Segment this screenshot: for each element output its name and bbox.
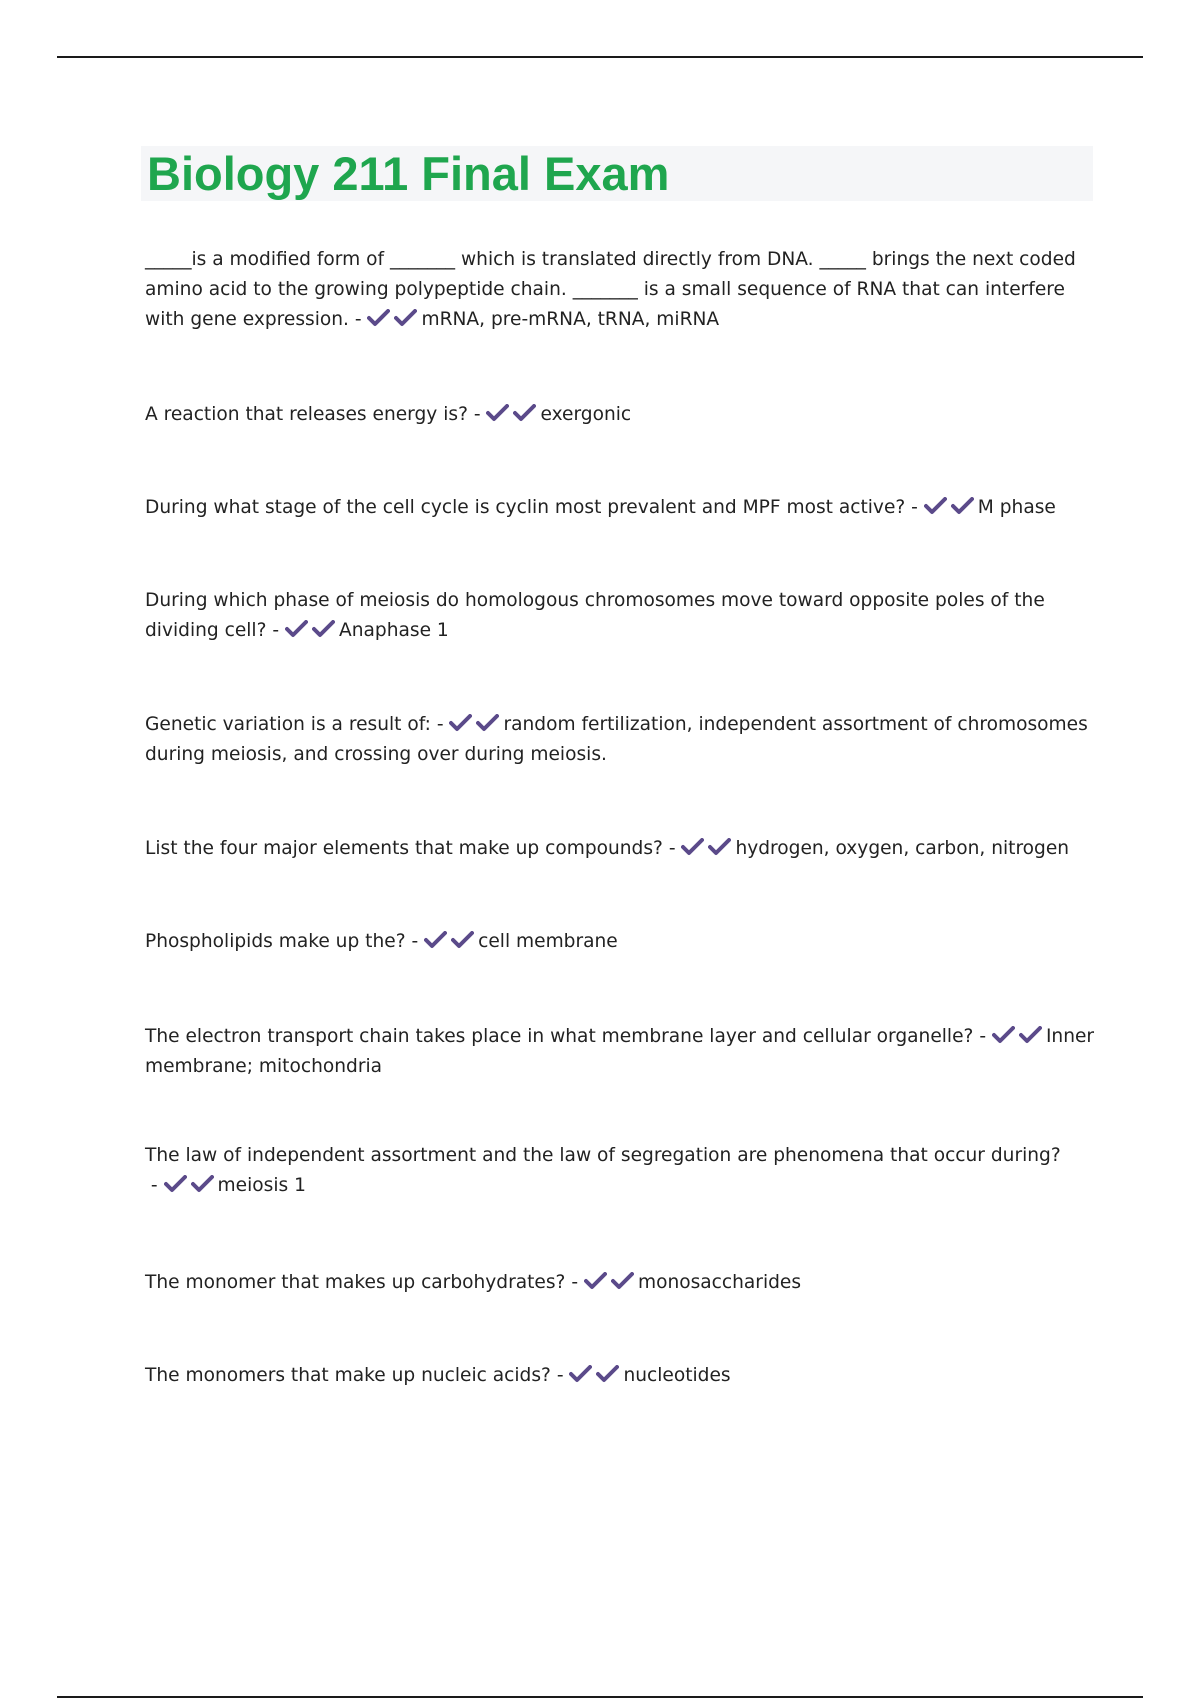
- check-icon: [312, 620, 335, 638]
- check-icon: [513, 404, 536, 422]
- qa-item: [145, 245, 1095, 335]
- question-text: The monomers that make up nucleic acids?: [145, 1365, 551, 1386]
- check-icon: [596, 1365, 619, 1383]
- qa-item: [145, 1141, 1095, 1201]
- page-title: Biology 211 Final Exam: [147, 147, 670, 200]
- question-text: During what stage of the cell cycle is cyclin most prevalent and MPF most active?: [145, 497, 906, 518]
- separator: -: [565, 1272, 584, 1293]
- question-text: Phospholipids make up the?: [145, 931, 406, 952]
- title-banner: [141, 146, 1093, 201]
- check-icon: [164, 1175, 187, 1193]
- check-icon: [569, 1365, 592, 1383]
- question-text: A reaction that releases energy is?: [145, 404, 468, 425]
- qa-item: [145, 1268, 1095, 1298]
- check-icon: [191, 1175, 214, 1193]
- separator: -: [348, 309, 368, 330]
- check-icon: [924, 497, 947, 515]
- qa-item: [145, 493, 1095, 523]
- qa-item: [145, 1361, 1095, 1391]
- answer-text: exergonic: [540, 404, 632, 425]
- check-icon: [992, 1026, 1015, 1044]
- answer-text: Anaphase 1: [339, 620, 449, 641]
- qa-item: [145, 927, 1095, 957]
- separator: -: [266, 620, 285, 641]
- separator: -: [467, 404, 487, 425]
- check-icon: [451, 931, 474, 949]
- separator: -: [550, 1365, 570, 1386]
- question-text: _____is a modified form of _______ which is translated directly from DNA. _____ brings the next coded amino acid to the growing polypeptide chain. _______ is a small sequence of RNA that can interfere with gene expression.: [145, 249, 1076, 330]
- check-icon: [951, 497, 974, 515]
- separator: -: [405, 931, 425, 952]
- answer-text: nucleotides: [623, 1365, 731, 1386]
- answer-text: random fertilization, independent assortment of chromosomes during meiosis, and crossing over during meiosis.: [145, 714, 1088, 765]
- check-icon: [394, 309, 417, 327]
- qa-item: [145, 1022, 1095, 1082]
- answer-text: cell membrane: [478, 931, 618, 952]
- separator: -: [973, 1026, 992, 1047]
- answer-text: M phase: [977, 497, 1056, 518]
- qa-item: [145, 400, 1095, 430]
- qa-item: [145, 710, 1095, 770]
- question-text: The monomer that makes up carbohydrates?: [145, 1272, 566, 1293]
- question-text: The law of independent assortment and the law of segregation are phenomena that occur during?: [145, 1145, 1061, 1166]
- question-text: During which phase of meiosis do homologous chromosomes move toward opposite poles of the dividing cell?: [145, 590, 1045, 641]
- check-icon: [476, 714, 499, 732]
- page-bottom-rule: [57, 1696, 1143, 1698]
- check-icon: [708, 838, 731, 856]
- check-icon: [486, 404, 509, 422]
- check-icon: [611, 1272, 634, 1290]
- answer-text: hydrogen, oxygen, carbon, nitrogen: [735, 838, 1070, 859]
- check-icon: [285, 620, 308, 638]
- qa-item: [145, 586, 1095, 646]
- separator: -: [145, 1175, 164, 1196]
- separator: -: [430, 714, 450, 735]
- check-icon: [449, 714, 472, 732]
- qa-item: [145, 834, 1095, 864]
- separator: -: [662, 838, 682, 859]
- check-icon: [681, 838, 704, 856]
- question-text: List the four major elements that make up compounds?: [145, 838, 663, 859]
- check-icon: [1019, 1026, 1042, 1044]
- answer-text: meiosis 1: [217, 1175, 306, 1196]
- question-text: Genetic variation is a result of:: [145, 714, 431, 735]
- check-icon: [584, 1272, 607, 1290]
- answer-text: Inner membrane; mitochondria: [145, 1026, 1095, 1077]
- answer-text: monosaccharides: [637, 1272, 802, 1293]
- separator: -: [905, 497, 924, 518]
- page-top-rule: [57, 56, 1143, 58]
- question-text: The electron transport chain takes place in what membrane layer and cellular organelle?: [145, 1026, 974, 1047]
- answer-text: mRNA, pre-mRNA, tRNA, miRNA: [421, 309, 720, 330]
- check-icon: [367, 309, 390, 327]
- check-icon: [424, 931, 447, 949]
